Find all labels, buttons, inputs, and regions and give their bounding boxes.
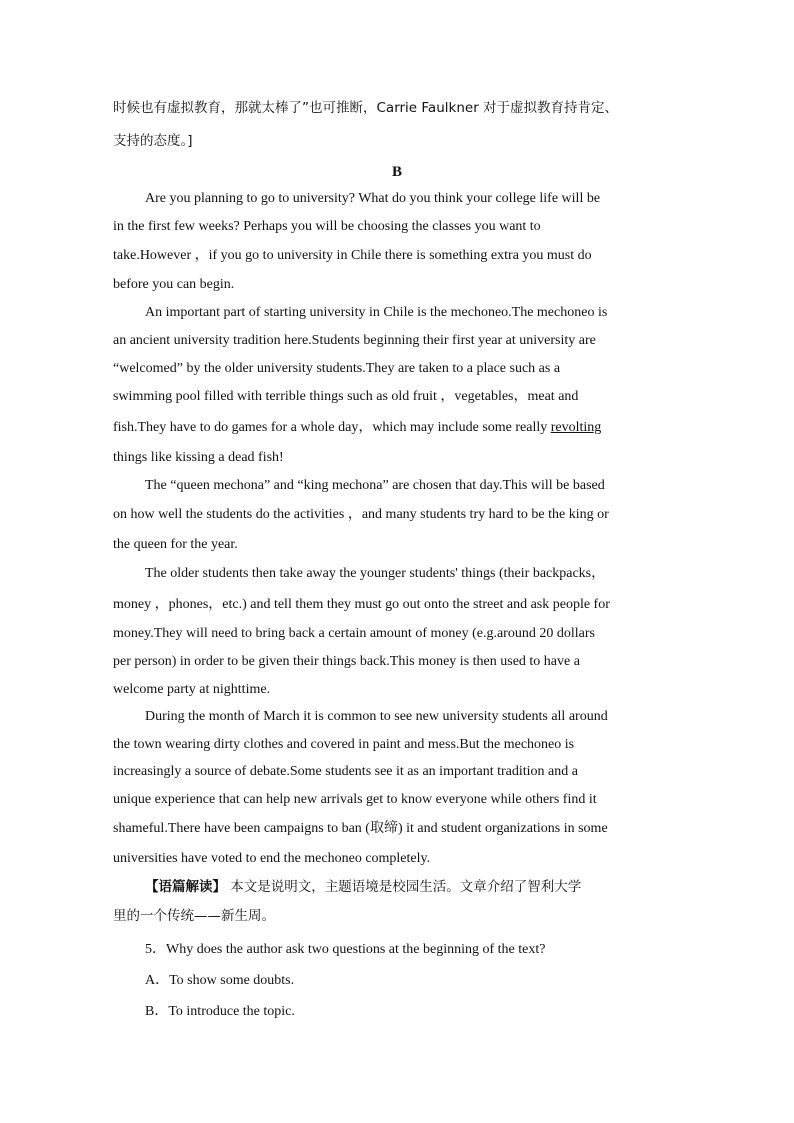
paragraph-2-line-2: an ancient university tradition here.Students beginning their first year at university are: [113, 333, 596, 348]
previous-analysis-line-2: 支持的态度。]: [113, 133, 193, 149]
underlined-word-revolting: revolting: [550, 420, 602, 435]
paragraph-5-line-4: unique experience that can help new arrivals get to know everyone while others find it: [113, 792, 597, 807]
paragraph-2-line-4: swimming pool filled with terrible things such as old fruit ，vegetables，meat and: [113, 389, 579, 404]
paragraph-2-line-5: [113, 418, 683, 438]
paragraph-5-line-6: universities have voted to end the mechoneo completely.: [113, 851, 431, 866]
paragraph-4-line-1: The older students then take away the younger students' things (their backpacks，: [145, 566, 606, 581]
paragraph-3-line-2: on how well the students do the activities ，and many students try hard to be the king or: [113, 507, 609, 522]
analysis-label: 【语篇解读】: [145, 879, 226, 895]
option-b: B．To introduce the topic.: [145, 1004, 295, 1019]
paragraph-3-line-3: the queen for the year.: [113, 537, 238, 552]
paragraph-4-line-4: per person) in order to be given their things back.This money is then used to have a: [113, 654, 580, 669]
analysis-line-1: [145, 877, 715, 897]
question-stem: 5．Why does the author ask two questions at the beginning of the text?: [145, 942, 546, 957]
paragraph-5-line-5: shameful.There have been campaigns to ban (取缔) it and student organizations in some: [113, 821, 608, 836]
previous-analysis-line-1: 时候也有虚拟教育，那就太棒了”也可推断，Carrie Faulkner 对于虚拟教育持肯定、: [113, 100, 619, 116]
paragraph-4-line-5: welcome party at nighttime.: [113, 682, 271, 697]
paragraph-1-line-4: before you can begin.: [113, 277, 235, 292]
paragraph-2-line-5-text: fish.They have to do games for a whole day，which may include some really: [113, 420, 551, 435]
analysis-text-1: 本文是说明文，主题语境是校园生活。文章介绍了智利大学: [226, 879, 582, 895]
paragraph-5-line-2: the town wearing dirty clothes and covered in paint and mess.But the mechoneo is: [113, 737, 575, 752]
paragraph-2-line-6: things like kissing a dead fish!: [113, 450, 284, 465]
paragraph-1-line-1: Are you planning to go to university? What do you think your college life will be: [145, 191, 601, 206]
analysis-line-2: 里的一个传统——新生周。: [113, 908, 275, 924]
paragraph-4-line-3: money.They will need to bring back a certain amount of money (e.g.around 20 dollars: [113, 626, 595, 641]
paragraph-2-line-3: “welcomed” by the older university students.They are taken to a place such as a: [113, 361, 561, 376]
paragraph-3-line-1: The “queen mechona” and “king mechona” are chosen that day.This will be based: [145, 478, 605, 493]
paragraph-5-line-3: increasingly a source of debate.Some students see it as an important tradition and a: [113, 764, 578, 779]
paragraph-2-line-1: An important part of starting university in Chile is the mechoneo.The mechoneo is: [145, 305, 608, 320]
paragraph-1-line-3: take.However ，if you go to university in Chile there is something extra you must do: [113, 248, 592, 263]
paragraph-1-line-2: in the first few weeks? Perhaps you will be choosing the classes you want to: [113, 219, 541, 234]
section-title: B: [391, 164, 402, 180]
option-a: A．To show some doubts.: [145, 973, 295, 988]
paragraph-5-line-1: During the month of March it is common to see new university students all around: [145, 709, 608, 724]
paragraph-4-line-2: money ，phones，etc.) and tell them they must go out onto the street and ask people for: [113, 597, 610, 612]
